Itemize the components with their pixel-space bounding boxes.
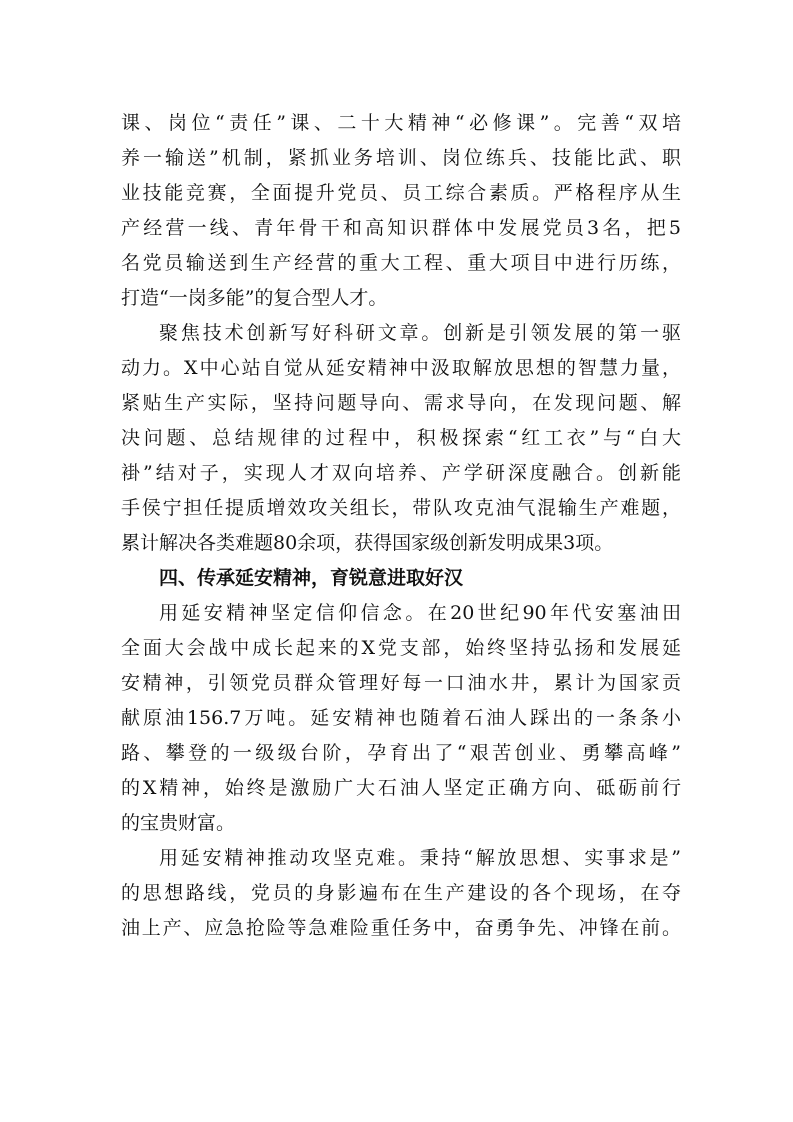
text-line: 课、岗位“责任”课、二十大精神“必修课”。完善“双培 bbox=[121, 112, 681, 134]
text-line: 用延安精神坚定信仰信念。在20世纪90年代安塞油田 bbox=[159, 602, 681, 624]
text-line: 养一输送”机制，紧抓业务培训、岗位练兵、技能比武、职 bbox=[121, 147, 681, 169]
text-line: 产经营一线、青年骨干和高知识群体中发展党员3名，把5 bbox=[121, 217, 681, 239]
text-line: 名党员输送到生产经营的重大工程、重大项目中进行历练， bbox=[121, 252, 681, 274]
paragraph-overcome-difficulties bbox=[121, 841, 681, 946]
text-line: 累计解决各类难题80余项，获得国家级创新发明成果3项。 bbox=[121, 532, 614, 554]
text-line: 动力。X中心站自觉从延安精神中汲取解放思想的智慧力量， bbox=[121, 357, 681, 379]
text-line: 用延安精神推动攻坚克难。秉持“解放思想、实事求是” bbox=[159, 847, 681, 869]
text-line: 的思想路线，党员的身影遍布在生产建设的各个现场，在夺 bbox=[121, 882, 681, 904]
document-body bbox=[121, 106, 681, 946]
text-line: 的X精神，始终是激励广大石油人坚定正确方向、砥砺前行 bbox=[121, 777, 681, 799]
text-line: 决问题、总结规律的过程中，积极探索“红工衣”与“白大 bbox=[121, 427, 681, 449]
paragraph-faith-belief bbox=[121, 596, 681, 841]
section-heading bbox=[121, 561, 681, 596]
text-line: 业技能竞赛，全面提升党员、员工综合素质。严格程序从生 bbox=[121, 182, 681, 204]
section-heading-text: 四、传承延安精神，育锐意进取好汉 bbox=[159, 567, 464, 589]
paragraph-talent-training bbox=[121, 106, 681, 316]
text-line: 的宝贵财富。 bbox=[121, 812, 236, 834]
text-line: 紧贴生产实际，坚持问题导向、需求导向，在发现问题、解 bbox=[121, 392, 681, 414]
paragraph-tech-innovation bbox=[121, 316, 681, 561]
text-line: 路、攀登的一级级台阶，孕育出了“艰苦创业、勇攀高峰” bbox=[121, 742, 681, 764]
text-line: 聚焦技术创新写好科研文章。创新是引领发展的第一驱 bbox=[159, 322, 681, 344]
text-line: 油上产、应急抢险等急难险重任务中，奋勇争先、冲锋在前。 bbox=[121, 917, 681, 939]
text-line: 手侯宁担任提质增效攻关组长，带队攻克油气混输生产难题， bbox=[121, 497, 681, 519]
text-line: 全面大会战中成长起来的X党支部，始终坚持弘扬和发展延 bbox=[121, 637, 681, 659]
text-line: 褂”结对子，实现人才双向培养、产学研深度融合。创新能 bbox=[121, 462, 681, 484]
text-line: 安精神，引领党员群众管理好每一口油水井，累计为国家贡 bbox=[121, 672, 681, 694]
text-line: 献原油156.7万吨。延安精神也随着石油人踩出的一条条小 bbox=[121, 707, 681, 729]
text-line: 打造“一岗多能”的复合型人才。 bbox=[121, 287, 388, 309]
